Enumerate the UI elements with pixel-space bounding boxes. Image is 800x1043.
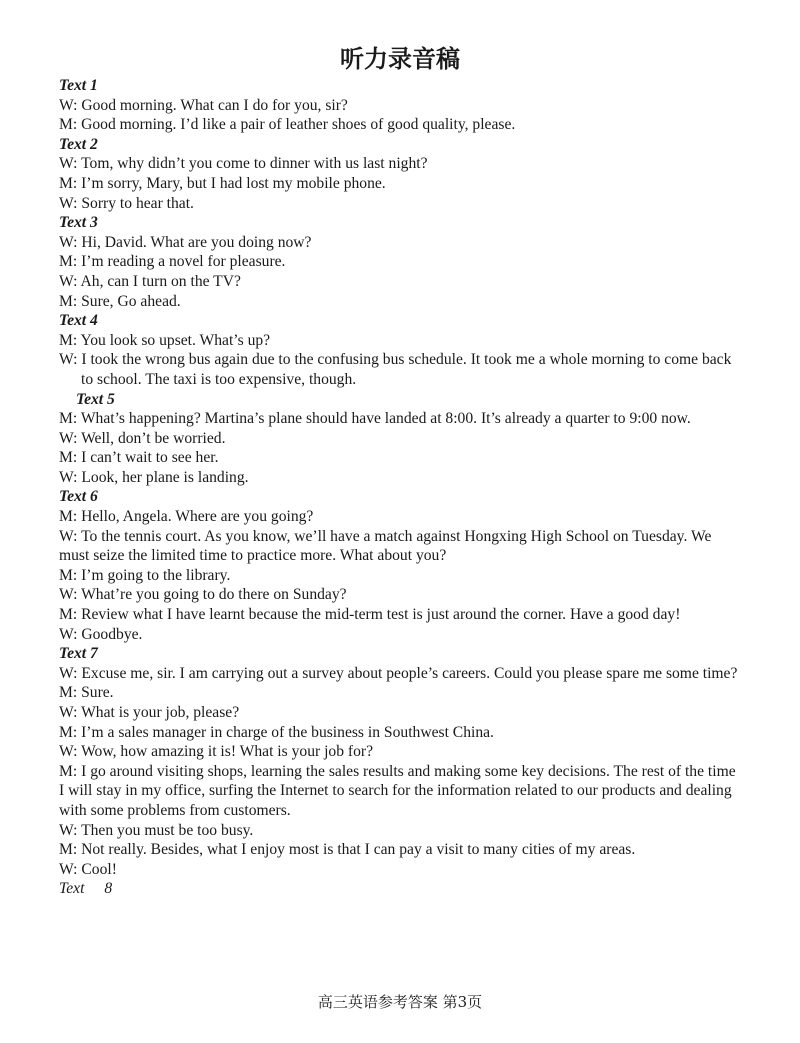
text-heading: Text 7: [59, 645, 98, 663]
dialogue-line: M: Sure.: [59, 684, 114, 702]
dialogue-line: W: Well, don’t be worried.: [59, 429, 226, 447]
text-section-4: [59, 311, 739, 389]
dialogue-line: M: I’m sorry, Mary, but I had lost my mobile phone.: [59, 174, 386, 192]
dialogue-line: W: Excuse me, sir. I am carrying out a survey about people’s careers. Could you please spare me some time?: [59, 664, 738, 682]
text-heading: Text 2: [59, 135, 98, 153]
dialogue-line: W: Hi, David. What are you doing now?: [59, 233, 312, 251]
page-title: 听力录音稿: [340, 45, 460, 73]
text-section-5: [59, 390, 739, 488]
dialogue-line: M: What’s happening? Martina’s plane should have landed at 8:00. It’s already a quarter to 9:00 now.: [59, 410, 691, 428]
text-heading: Text 8: [59, 880, 113, 898]
dialogue-line: W: Tom, why didn’t you come to dinner with us last night?: [59, 155, 428, 173]
text-section-2: [59, 135, 739, 213]
text-heading: Text 6: [59, 488, 98, 506]
text-section-1: [59, 76, 739, 135]
dialogue-line: W: What is your job, please?: [59, 704, 240, 721]
dialogue-line: W: Wow, how amazing it is! What is your job for?: [59, 743, 374, 761]
text-heading: Text 5: [76, 390, 115, 408]
text-heading: Text 4: [59, 312, 98, 330]
dialogue-line: M: I’m going to the library.: [59, 566, 231, 584]
text-heading: Text 3: [59, 214, 98, 232]
text-section-8: [59, 879, 739, 899]
dialogue-line: W: Cool!: [59, 860, 117, 878]
dialogue-line: W: To the tennis court. As you know, we’ll have a match against Hongxing High School on Tuesday. We must seize the limited time to practice more. What about you?: [59, 527, 712, 565]
dialogue-line: M: Sure, Go ahead.: [59, 292, 181, 310]
dialogue-line: W: What’re you going to do there on Sunday?: [59, 586, 347, 604]
dialogue-line: W: Look, her plane is landing.: [59, 468, 249, 486]
dialogue-line: W: Then you must be too busy.: [59, 821, 254, 839]
dialogue-line: M: Not really. Besides, what I enjoy most is that I can pay a visit to many cities of my areas.: [59, 841, 636, 859]
dialogue-line: W: Ah, can I turn on the TV?: [59, 272, 241, 290]
dialogue-line: W: Sorry to hear that.: [59, 194, 194, 212]
text-section-3: [59, 213, 739, 311]
dialogue-line: M: I’m reading a novel for pleasure.: [59, 253, 286, 271]
dialogue-line: M: Hello, Angela. Where are you going?: [59, 508, 314, 526]
dialogue-line: M: I’m a sales manager in charge of the business in Southwest China.: [59, 723, 494, 741]
dialogue-line: M: I go around visiting shops, learning the sales results and making some key decisions. The rest of the time I will stay in my office, surfing the Internet to search for the information related to our products and dealing with some problems from customers.: [59, 762, 736, 819]
dialogue-line: M: Good morning. I’d like a pair of leather shoes of good quality, please.: [59, 116, 516, 134]
text-heading: Text 1: [59, 77, 98, 94]
dialogue-line: W: Good morning. What can I do for you, sir?: [59, 96, 348, 114]
text-section-6: [59, 487, 739, 644]
transcript-body: [59, 76, 739, 899]
dialogue-line: M: Review what I have learnt because the mid-term test is just around the corner. Have a good day!: [59, 606, 681, 624]
page-footer: 高三英语参考答案 第3页: [317, 993, 483, 1011]
dialogue-line: W: Goodbye.: [59, 625, 143, 643]
dialogue-line: M: You look so upset. What’s up?: [59, 331, 271, 349]
dialogue-line: M: I can’t wait to see her.: [59, 449, 219, 467]
dialogue-line: W: I took the wrong bus again due to the confusing bus schedule. It took me a whole morning to come back to school. The taxi is too expensive, though.: [59, 351, 732, 388]
text-section-7: [59, 644, 739, 879]
